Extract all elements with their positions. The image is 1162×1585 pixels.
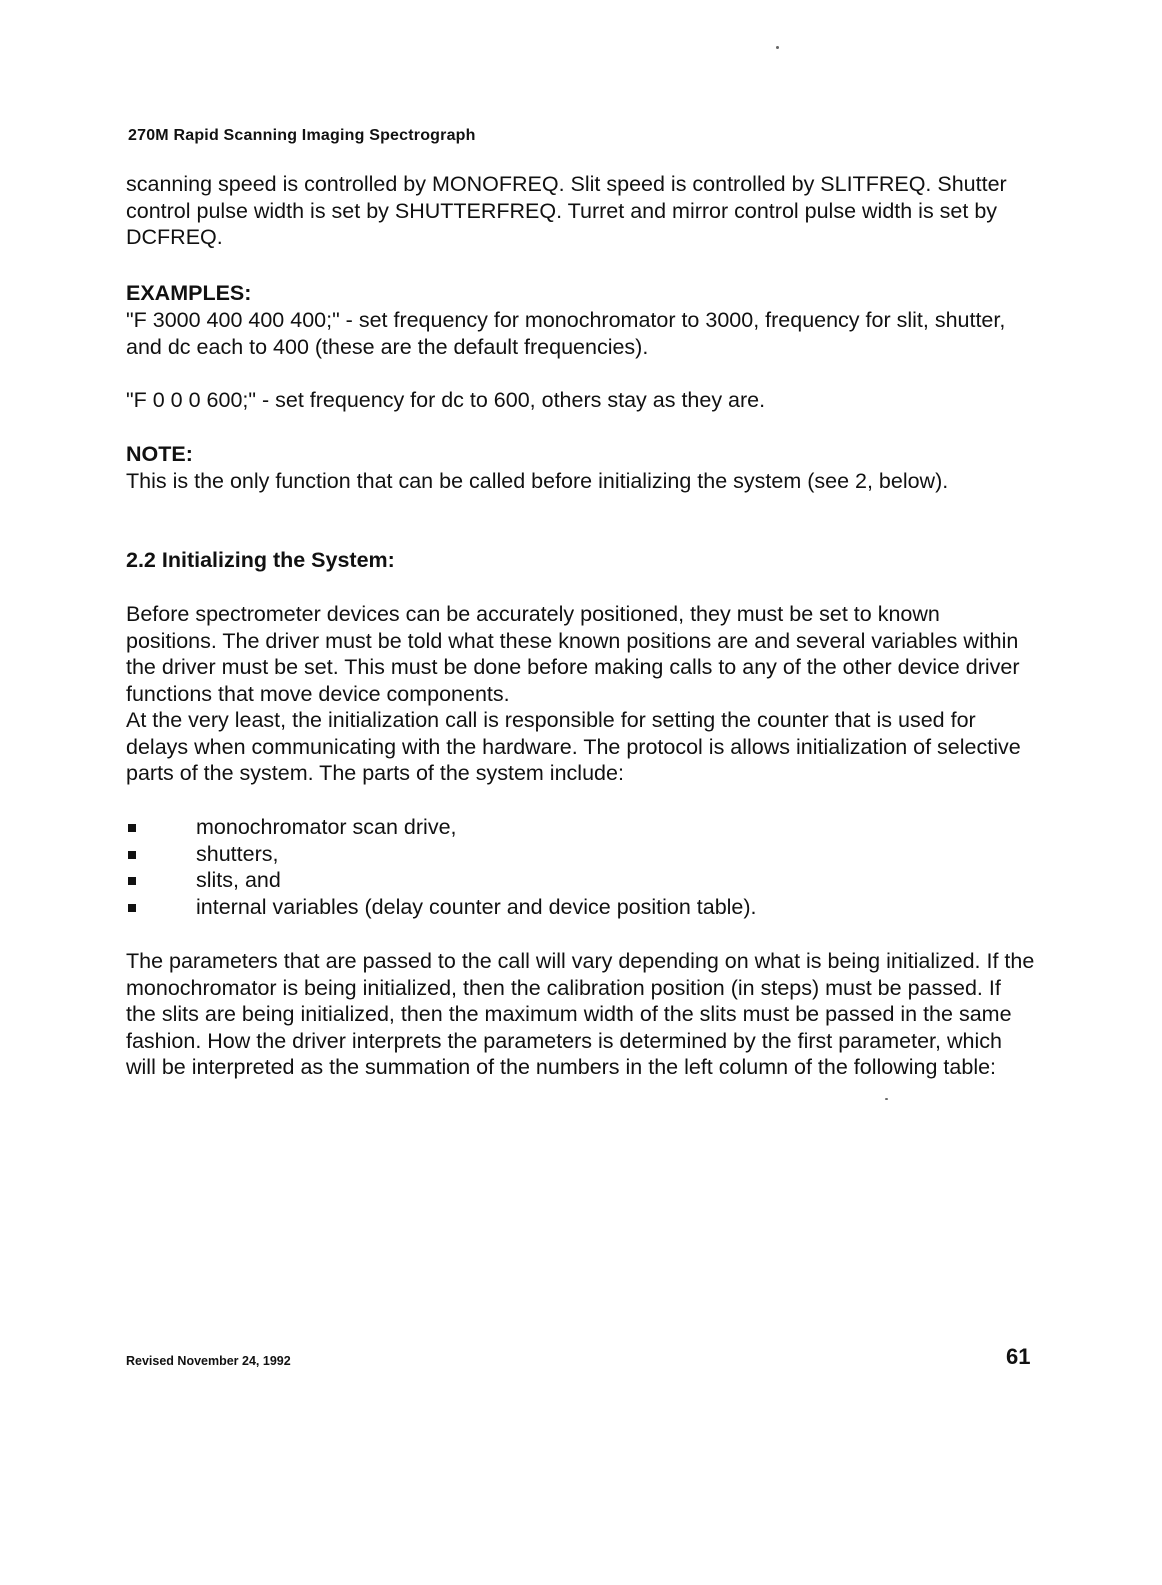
init-paragraph-1: Before spectrometer devices can be accurately positioned, they must be set to known positions. The driver must be told what these known positions are and several variables within the driver must be set. This must be done before making calls to any of the other device driver functions that move device components. [126,602,1020,706]
list-item-text: monochromator scan drive, [196,815,457,839]
square-bullet-icon [128,824,136,832]
scan-speck [776,46,779,49]
example-1: "F 3000 400 400 400;" - set frequency for monochromator to 3000, frequency for slit, shutter, and dc each to 400 (these are the default frequencies). [126,308,1006,359]
note-text: This is the only function that can be called before initializing the system (see 2, below). [126,469,949,493]
square-bullet-icon [128,877,136,885]
intro-paragraph: scanning speed is controlled by MONOFREQ. Slit speed is controlled by SLITFREQ. Shutter control pulse width is set by SHUTTERFREQ. Turret and mirror control pulse width is set by DCFREQ. [126,172,1007,249]
list-item [126,841,757,868]
examples-label: EXAMPLES: [126,281,252,305]
list-item-text: slits, and [196,868,281,892]
section-heading: 2.2 Initializing the System: [126,548,395,572]
system-parts-list [126,814,757,920]
list-item [126,894,757,921]
square-bullet-icon [128,851,136,859]
list-item [126,814,757,841]
init-paragraph-2: At the very least, the initialization call is responsible for setting the counter that is used for delays when communicating with the hardware. The protocol is allows initialization of selective parts of the system. The parts of the system include: [126,708,1021,785]
page-number: 61 [1006,1344,1031,1369]
list-item-text: shutters, [196,841,279,866]
list-item-text: internal variables (delay counter and device position table). [196,894,757,919]
revision-date: Revised November 24, 1992 [126,1354,291,1368]
scan-speck [885,1098,888,1100]
running-header: 270M Rapid Scanning Imaging Spectrograph [128,127,476,144]
example-2: "F 0 0 0 600;" - set frequency for dc to 600, others stay as they are. [126,388,766,412]
list-item [126,867,757,894]
square-bullet-icon [128,904,136,912]
note-label: NOTE: [126,442,193,466]
parameters-paragraph: The parameters that are passed to the call will vary depending on what is being initialized. If the monochromator is being initialized, then the calibration position (in steps) must be passed. If the slits are being initialized, then the maximum width of the slits must be passed in the same fashion. How the driver interprets the parameters is determined by the first parameter, which will be interpreted as the summation of the numbers in the left column of the following table: [126,949,1035,1079]
